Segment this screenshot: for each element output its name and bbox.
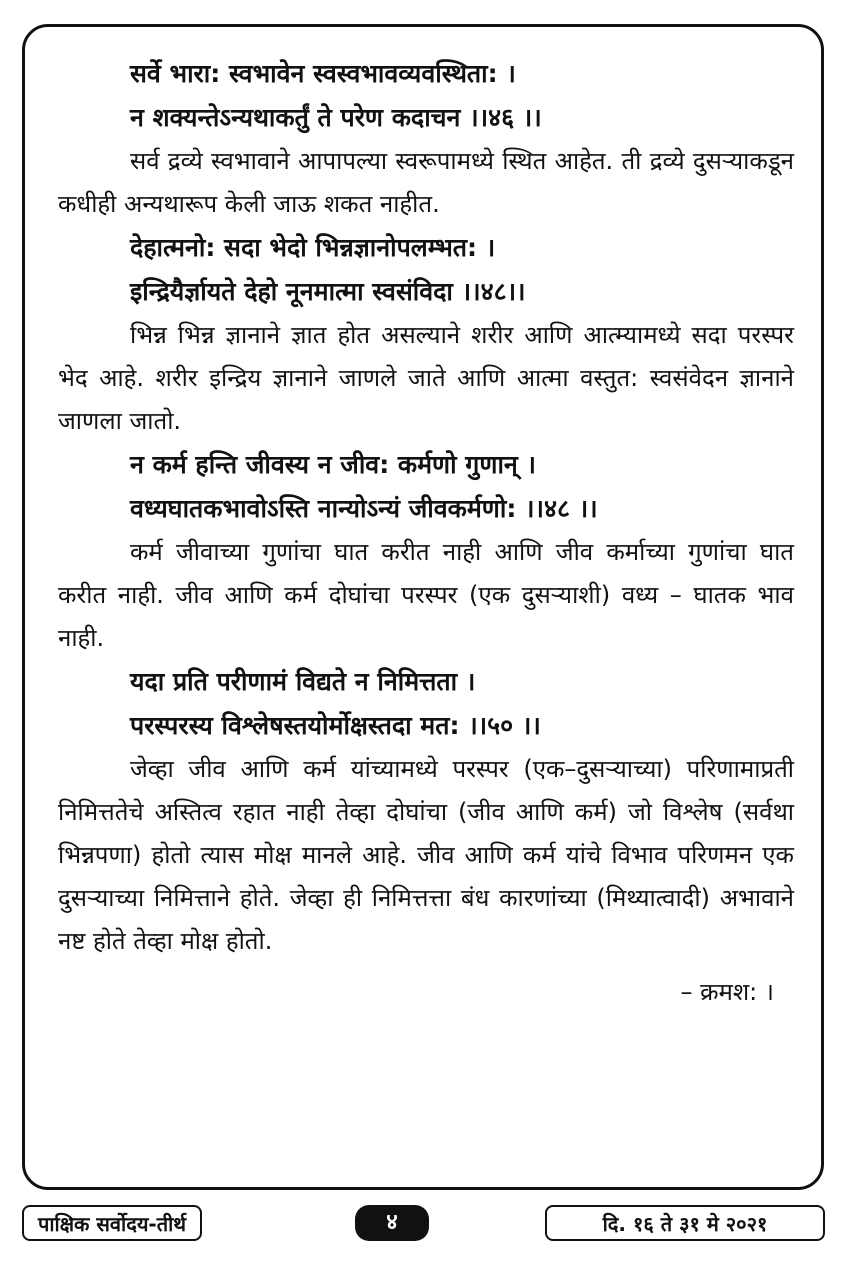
verse-46-line-1: सर्वे भारा: स्वभावेन स्वस्वभावव्यवस्थिता: ।: [130, 59, 516, 88]
verse-47-line-1: देहात्मनो: सदा भेदो भिन्नज्ञानोपलम्भत: ।: [130, 233, 496, 262]
verse-48-line-2: वध्यघातकभावोऽस्ति नान्योऽन्यं जीवकर्मणो: ।।४८ ।।: [130, 494, 598, 523]
paragraph-50-text: जेव्हा जीव आणि कर्म यांच्यामध्ये परस्पर (एक–दुसऱ्याच्या) परिणामाप्रती निमित्ततेचे अस्तित्व रहात नाही तेव्हा दोघांचा (जीव आणि कर्म) जो विश्लेष (सर्वथा भिन्नपणा) होतो त्यास मोक्ष मानले आहे. जीव आणि कर्म यांचे विभाव परिणमन एक दुसऱ्याच्या निमित्ताने होते. जेव्हा ही निमित्तत्ता बंध कारणांच्या (मिथ्यात्वादी) अभावाने नष्ट होते तेव्हा मोक्ष होतो.: [58, 755, 794, 955]
paragraph-50: [58, 748, 794, 963]
paragraph-48: [58, 531, 794, 660]
verse-50-line-1: यदा प्रति परीणामं विद्यते न निमित्तता ।: [130, 667, 476, 696]
paragraph-47: [58, 314, 794, 443]
issue-date: दि. १६ ते ३१ मे २०२१: [545, 1205, 825, 1241]
page-content: [58, 52, 794, 1014]
verse-48-line-1: न कर्म हन्ति जीवस्य न जीव: कर्मणो गुणान् ।: [130, 450, 536, 479]
verse-47-line-2: इन्द्रियैर्ज्ञायते देहो नूनमात्मा स्वसंविदा ।।४८।।: [130, 277, 526, 306]
paragraph-47-text: भिन्न भिन्न ज्ञानाने ज्ञात होत असल्याने शरीर आणि आत्म्यामध्ये सदा परस्पर भेद आहे. शरीर इन्द्रिय ज्ञानाने जाणले जाते आणि आत्मा वस्तुत: स्वसंवेदन ज्ञानाने जाणला जातो.: [58, 321, 794, 435]
verse-46-line-2: न शक्यन्तेऽन्यथाकर्तुं ते परेण कदाचन ।।४६ ।।: [130, 103, 542, 132]
paragraph-48-text: कर्म जीवाच्या गुणांचा घात करीत नाही आणि जीव कर्माच्या गुणांचा घात करीत नाही. जीव आणि कर्म दोघांचा परस्पर (एक दुसऱ्याशी) वध्य – घातक भाव नाही.: [58, 538, 794, 652]
verse-50-line-2: परस्परस्य विश्लेषस्तयोर्मोक्षस्तदा मत: ।।५० ।।: [130, 711, 541, 740]
paragraph-46: [58, 140, 794, 226]
to-be-continued: – क्रमश: ।: [680, 978, 774, 1006]
publication-name: पाक्षिक सर्वोदय-तीर्थ: [22, 1205, 202, 1241]
page-number: ४: [355, 1205, 429, 1241]
paragraph-46-text: सर्व द्रव्ये स्वभावाने आपापल्या स्वरूपामध्ये स्थित आहेत. ती द्रव्ये दुसऱ्याकडून कधीही अन्यथारूप केली जाऊ शकत नाहीत.: [58, 147, 794, 218]
